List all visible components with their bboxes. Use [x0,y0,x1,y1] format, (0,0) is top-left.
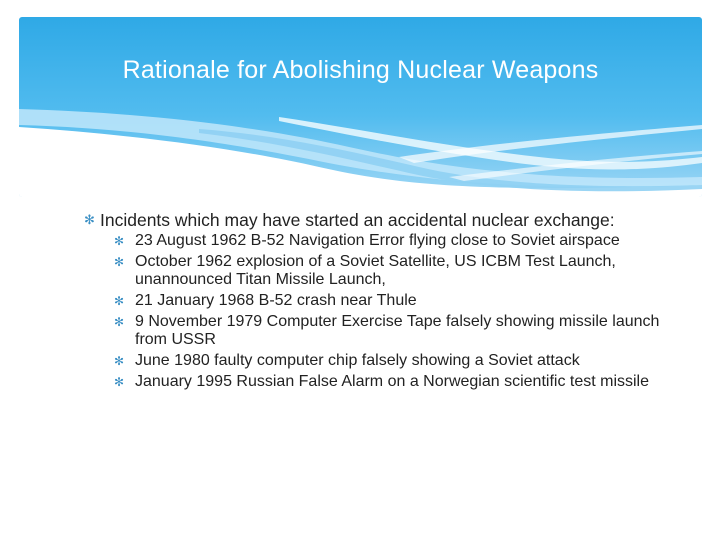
sub-bullet-text: June 1980 faulty computer chip falsely showing a Soviet attack [135,352,580,369]
slide-body [86,210,666,394]
asterisk-bullet-icon: ✻ [114,375,125,389]
title-banner [19,17,702,197]
sub-bullet-item [100,292,675,310]
sub-bullet-item [100,253,675,289]
sub-bullet-item [100,352,675,370]
bullet-point-text: Incidents which may have started an accidental nuclear exchange: [100,210,615,230]
sub-bullet-list [100,232,666,391]
asterisk-bullet-icon: ✻ [114,294,125,308]
sub-bullet-text: January 1995 Russian False Alarm on a Norwegian scientific test missile [135,373,650,390]
sub-bullet-text: October 1962 explosion of a Soviet Satellite, US ICBM Test Launch, unannounced Titan Missile Launch, [135,253,616,288]
sub-bullet-item [100,313,675,349]
sub-bullet-item [100,373,675,391]
bullet-point [86,210,666,391]
asterisk-bullet-icon: ✻ [114,255,125,269]
asterisk-bullet-icon: ✻ [84,212,95,227]
asterisk-bullet-icon: ✻ [114,234,125,248]
sub-bullet-item [100,232,675,250]
banner-background [19,17,702,197]
sub-bullet-text: 21 January 1968 B-52 crash near Thule [135,292,417,309]
slide-title: Rationale for Abolishing Nuclear Weapons [122,56,599,84]
asterisk-bullet-icon: ✻ [114,354,125,368]
asterisk-bullet-icon: ✻ [114,315,125,329]
sub-bullet-text: 9 November 1979 Computer Exercise Tape falsely showing missile launch from USSR [135,313,660,348]
sub-bullet-text: 23 August 1962 B-52 Navigation Error flying close to Soviet airspace [135,232,620,249]
